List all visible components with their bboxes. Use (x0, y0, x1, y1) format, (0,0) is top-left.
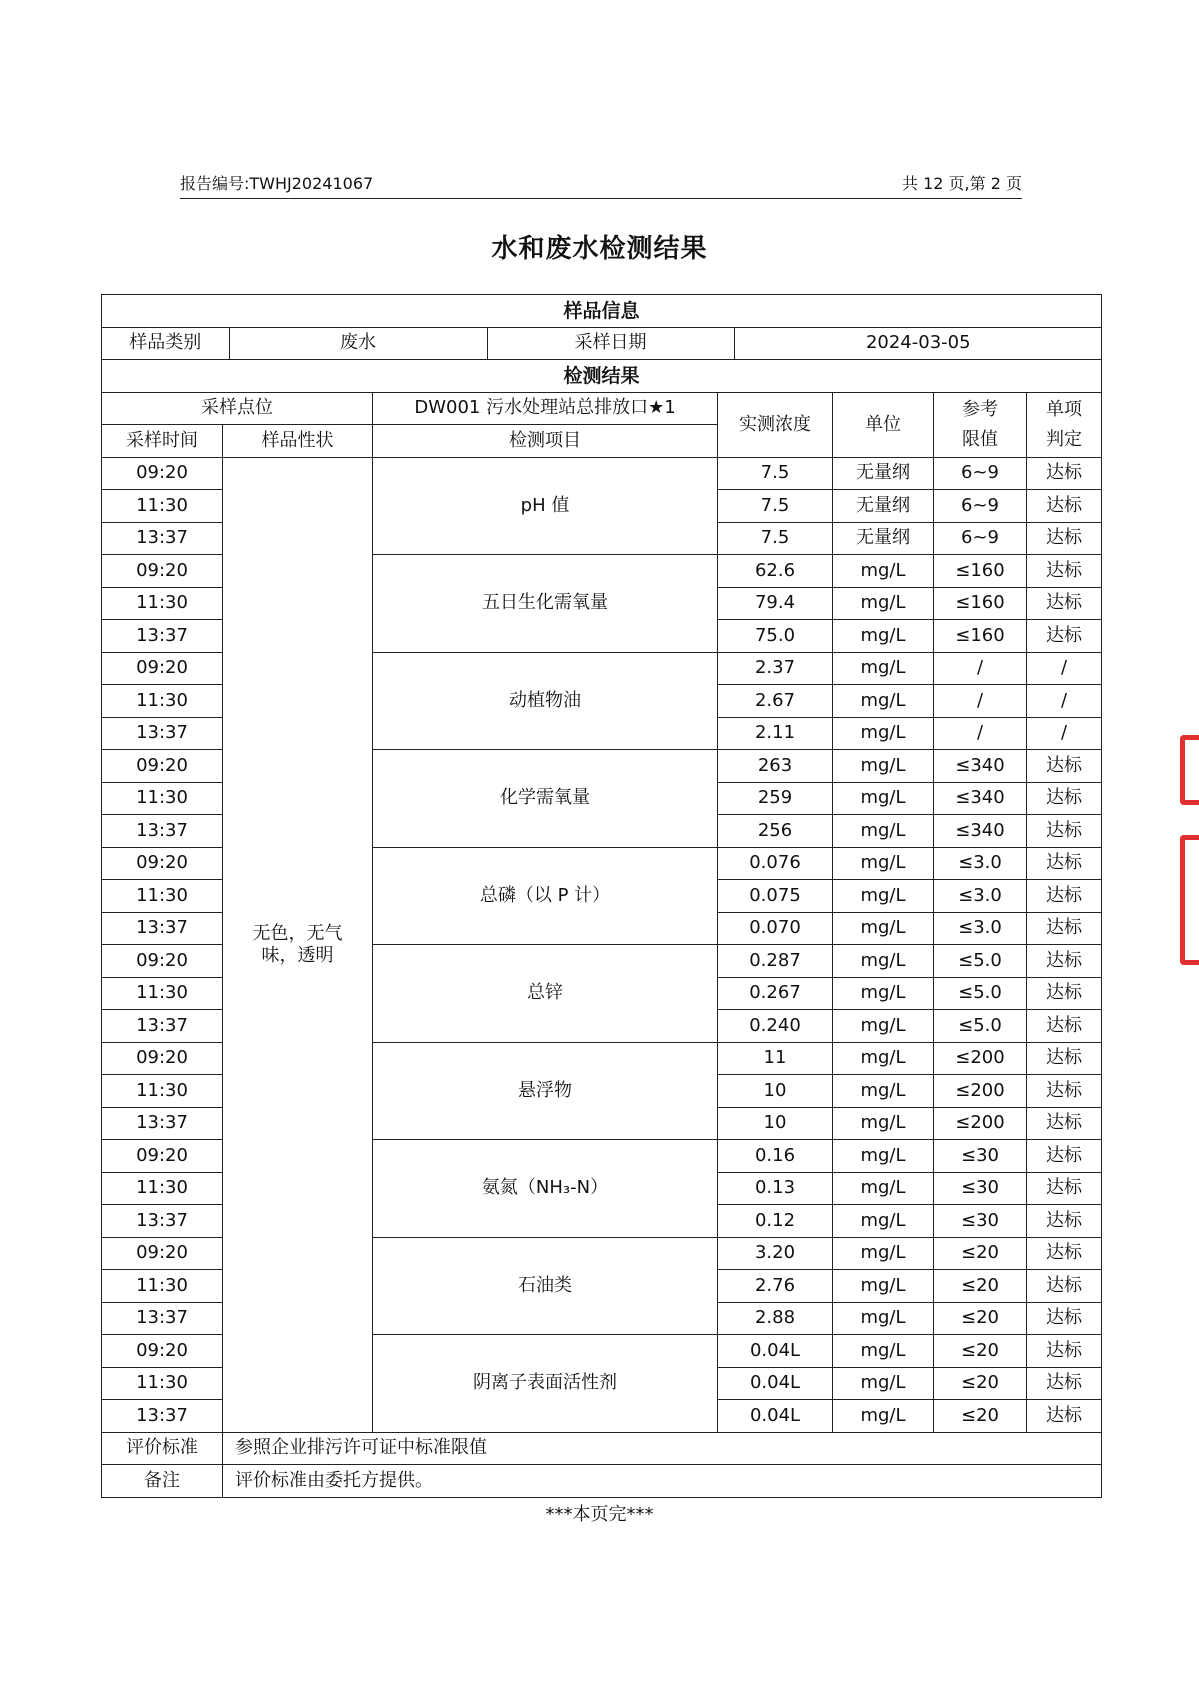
unit-cell: mg/L (833, 1010, 934, 1043)
sampling-time-cell: 09:20 (102, 652, 223, 685)
concentration-cell: 7.5 (718, 490, 833, 523)
unit-cell: mg/L (833, 1107, 934, 1140)
sampling-time-cell: 13:37 (102, 815, 223, 848)
judgement-cell: 达标 (1027, 1302, 1102, 1335)
unit-cell: 无量纲 (833, 522, 934, 555)
limit-cell: ≤200 (934, 1042, 1027, 1075)
unit-cell: mg/L (833, 1140, 934, 1173)
sampling-time-cell: 11:30 (102, 782, 223, 815)
unit-cell: mg/L (833, 977, 934, 1010)
concentration-cell: 0.04L (718, 1335, 833, 1368)
sampling-time-cell: 13:37 (102, 1302, 223, 1335)
concentration-cell: 259 (718, 782, 833, 815)
sampling-time-cell: 09:20 (102, 555, 223, 588)
limit-cell: 6~9 (934, 490, 1027, 523)
unit-cell: mg/L (833, 815, 934, 848)
limit-cell: ≤20 (934, 1400, 1027, 1433)
limit-cell: ≤3.0 (934, 847, 1027, 880)
test-item-cell: 石油类 (373, 1237, 718, 1335)
unit-cell: mg/L (833, 1302, 934, 1335)
sample-info-row (102, 328, 1102, 360)
judgement-cell: 达标 (1027, 1140, 1102, 1173)
judgement-cell: 达标 (1027, 1205, 1102, 1238)
concentration-cell: 2.76 (718, 1270, 833, 1303)
table-row (102, 457, 1102, 490)
sampling-time-cell: 11:30 (102, 1172, 223, 1205)
limit-cell: 6~9 (934, 522, 1027, 555)
sampling-time-cell: 13:37 (102, 522, 223, 555)
page-header (180, 170, 1022, 199)
concentration-cell: 0.04L (718, 1367, 833, 1400)
test-item-cell: 五日生化需氧量 (373, 555, 718, 653)
concentration-cell: 0.267 (718, 977, 833, 1010)
judgement-cell: 达标 (1027, 1075, 1102, 1108)
results-heading: 检测结果 (102, 360, 1102, 393)
sampling-time-cell: 09:20 (102, 1140, 223, 1173)
limit-cell: ≤30 (934, 1205, 1027, 1238)
page-info: 共 12 页,第 2 页 (902, 174, 1022, 193)
test-item-cell: 总磷（以 P 计） (373, 847, 718, 945)
limit-header: 参考 限值 (934, 392, 1027, 457)
test-item-cell: 阴离子表面活性剂 (373, 1335, 718, 1433)
seal-stamp-edge-top (1180, 735, 1199, 805)
judgement-cell: / (1027, 685, 1102, 718)
unit-cell: 无量纲 (833, 457, 934, 490)
sampling-time-cell: 11:30 (102, 1367, 223, 1400)
concentration-cell: 0.287 (718, 945, 833, 978)
limit-cell: ≤3.0 (934, 912, 1027, 945)
judgement-cell: 达标 (1027, 782, 1102, 815)
limit-cell: ≤30 (934, 1140, 1027, 1173)
unit-cell: mg/L (833, 880, 934, 913)
evaluation-standard-label: 评价标准 (102, 1432, 223, 1465)
sampling-time-cell: 11:30 (102, 587, 223, 620)
sampling-time-cell: 11:30 (102, 685, 223, 718)
report-number: 报告编号:TWHJ20241067 (180, 174, 374, 193)
limit-cell: ≤20 (934, 1237, 1027, 1270)
limit-cell: ≤5.0 (934, 945, 1027, 978)
concentration-cell: 0.04L (718, 1400, 833, 1433)
sampling-time-cell: 13:37 (102, 1107, 223, 1140)
test-item-cell: 动植物油 (373, 652, 718, 750)
sampling-time-cell: 11:30 (102, 977, 223, 1010)
test-item-cell: 氨氮（NH₃-N） (373, 1140, 718, 1238)
limit-cell: ≤160 (934, 620, 1027, 653)
evaluation-standard-value: 参照企业排污许可证中标准限值 (223, 1432, 1102, 1465)
appearance-cell: 无色，无气 味，透明 (223, 457, 373, 1432)
test-item-cell: 悬浮物 (373, 1042, 718, 1140)
unit-cell: mg/L (833, 847, 934, 880)
sampling-time-cell: 11:30 (102, 880, 223, 913)
concentration-cell: 75.0 (718, 620, 833, 653)
judgement-cell: 达标 (1027, 815, 1102, 848)
appearance-header: 样品性状 (223, 425, 373, 458)
sampling-time-cell: 13:37 (102, 620, 223, 653)
test-item-cell: pH 值 (373, 457, 718, 555)
sampling-time-cell: 09:20 (102, 945, 223, 978)
judgement-cell: 达标 (1027, 880, 1102, 913)
sampling-time-cell: 13:37 (102, 1010, 223, 1043)
limit-cell: ≤340 (934, 750, 1027, 783)
judgement-cell: 达标 (1027, 1400, 1102, 1433)
page-end-marker: ***本页完*** (545, 1504, 654, 1525)
concentration-cell: 2.88 (718, 1302, 833, 1335)
limit-cell: ≤160 (934, 555, 1027, 588)
concentration-cell: 3.20 (718, 1237, 833, 1270)
concentration-cell: 2.67 (718, 685, 833, 718)
remarks-label: 备注 (102, 1465, 223, 1498)
concentration-cell: 10 (718, 1075, 833, 1108)
sampling-time-cell: 13:37 (102, 717, 223, 750)
sampling-time-cell: 09:20 (102, 457, 223, 490)
judgement-cell: 达标 (1027, 457, 1102, 490)
test-item-header: 检测项目 (373, 425, 718, 458)
judgement-cell: 达标 (1027, 1335, 1102, 1368)
concentration-cell: 2.37 (718, 652, 833, 685)
limit-cell: / (934, 652, 1027, 685)
judgement-cell: 达标 (1027, 750, 1102, 783)
unit-cell: mg/L (833, 945, 934, 978)
results-table (101, 294, 1102, 1498)
sampling-time-cell: 13:37 (102, 1205, 223, 1238)
limit-cell: ≤200 (934, 1107, 1027, 1140)
concentration-cell: 0.070 (718, 912, 833, 945)
judge-header: 单项 判定 (1027, 392, 1102, 457)
concentration-cell: 0.16 (718, 1140, 833, 1173)
remarks-value: 评价标准由委托方提供。 (223, 1465, 1102, 1498)
limit-cell: ≤3.0 (934, 880, 1027, 913)
judgement-cell: 达标 (1027, 1042, 1102, 1075)
limit-cell: ≤30 (934, 1172, 1027, 1205)
sampling-time-cell: 09:20 (102, 1335, 223, 1368)
concentration-cell: 256 (718, 815, 833, 848)
evaluation-standard-row (102, 1432, 1102, 1465)
judgement-cell: 达标 (1027, 1237, 1102, 1270)
seal-stamp-edge-bottom (1180, 835, 1199, 965)
judgement-cell: 达标 (1027, 522, 1102, 555)
judgement-cell: 达标 (1027, 620, 1102, 653)
concentration-cell: 2.11 (718, 717, 833, 750)
unit-cell: mg/L (833, 587, 934, 620)
sampling-site-value: DW001 污水处理站总排放口★1 (373, 392, 718, 425)
limit-cell: ≤340 (934, 782, 1027, 815)
unit-cell: mg/L (833, 1335, 934, 1368)
limit-cell: ≤200 (934, 1075, 1027, 1108)
concentration-cell: 79.4 (718, 587, 833, 620)
unit-cell: mg/L (833, 1367, 934, 1400)
concentration-cell: 10 (718, 1107, 833, 1140)
judgement-cell: 达标 (1027, 490, 1102, 523)
judgement-cell: 达标 (1027, 1107, 1102, 1140)
concentration-cell: 7.5 (718, 457, 833, 490)
sampling-time-cell: 11:30 (102, 490, 223, 523)
sampling-time-cell: 11:30 (102, 1270, 223, 1303)
unit-cell: mg/L (833, 1172, 934, 1205)
judgement-cell: 达标 (1027, 1172, 1102, 1205)
judgement-cell: 达标 (1027, 1270, 1102, 1303)
unit-cell: mg/L (833, 555, 934, 588)
concentration-cell: 0.075 (718, 880, 833, 913)
sampling-time-cell: 09:20 (102, 1237, 223, 1270)
sampling-time-cell: 09:20 (102, 847, 223, 880)
unit-cell: mg/L (833, 1237, 934, 1270)
sampling-site-label: 采样点位 (102, 392, 373, 425)
concentration-cell: 0.240 (718, 1010, 833, 1043)
unit-cell: mg/L (833, 1400, 934, 1433)
judgement-cell: 达标 (1027, 912, 1102, 945)
sampling-time-cell: 11:30 (102, 1075, 223, 1108)
judgement-cell: 达标 (1027, 977, 1102, 1010)
unit-cell: mg/L (833, 1042, 934, 1075)
concentration-cell: 62.6 (718, 555, 833, 588)
unit-cell: mg/L (833, 685, 934, 718)
test-item-cell: 化学需氧量 (373, 750, 718, 848)
limit-cell: ≤5.0 (934, 1010, 1027, 1043)
remarks-row (102, 1465, 1102, 1498)
sampling-time-header: 采样时间 (102, 425, 223, 458)
sampling-time-cell: 09:20 (102, 750, 223, 783)
judgement-cell: 达标 (1027, 1010, 1102, 1043)
limit-cell: ≤340 (934, 815, 1027, 848)
unit-header: 单位 (833, 392, 934, 457)
judgement-cell: / (1027, 652, 1102, 685)
unit-cell: mg/L (833, 1205, 934, 1238)
sampling-date-value: 2024-03-05 (865, 332, 971, 354)
sample-category-label: 样品类别 (102, 328, 229, 360)
judgement-cell: 达标 (1027, 555, 1102, 588)
unit-cell: mg/L (833, 1270, 934, 1303)
sampling-time-cell: 13:37 (102, 912, 223, 945)
test-item-cell: 总锌 (373, 945, 718, 1043)
limit-cell: ≤20 (934, 1270, 1027, 1303)
judgement-cell: 达标 (1027, 587, 1102, 620)
limit-cell: 6~9 (934, 457, 1027, 490)
unit-cell: mg/L (833, 912, 934, 945)
unit-cell: mg/L (833, 750, 934, 783)
sampling-date-label: 采样日期 (487, 328, 734, 360)
unit-cell: mg/L (833, 1075, 934, 1108)
unit-cell: mg/L (833, 652, 934, 685)
limit-cell: / (934, 717, 1027, 750)
judgement-cell: / (1027, 717, 1102, 750)
unit-cell: mg/L (833, 717, 934, 750)
concentration-cell: 0.076 (718, 847, 833, 880)
concentration-cell: 0.13 (718, 1172, 833, 1205)
conc-header: 实测浓度 (718, 392, 833, 457)
sampling-time-cell: 13:37 (102, 1400, 223, 1433)
judgement-cell: 达标 (1027, 847, 1102, 880)
page-title: 水和废水检测结果 (491, 234, 708, 264)
concentration-cell: 7.5 (718, 522, 833, 555)
sample-info-heading: 样品信息 (102, 295, 1102, 328)
limit-cell: ≤20 (934, 1367, 1027, 1400)
unit-cell: 无量纲 (833, 490, 934, 523)
judgement-cell: 达标 (1027, 945, 1102, 978)
concentration-cell: 263 (718, 750, 833, 783)
judgement-cell: 达标 (1027, 1367, 1102, 1400)
unit-cell: mg/L (833, 620, 934, 653)
sampling-time-cell: 09:20 (102, 1042, 223, 1075)
concentration-cell: 0.12 (718, 1205, 833, 1238)
limit-cell: ≤20 (934, 1335, 1027, 1368)
limit-cell: ≤20 (934, 1302, 1027, 1335)
limit-cell: ≤5.0 (934, 977, 1027, 1010)
unit-cell: mg/L (833, 782, 934, 815)
sample-category-value: 废水 (229, 328, 487, 360)
concentration-cell: 11 (718, 1042, 833, 1075)
limit-cell: ≤160 (934, 587, 1027, 620)
limit-cell: / (934, 685, 1027, 718)
